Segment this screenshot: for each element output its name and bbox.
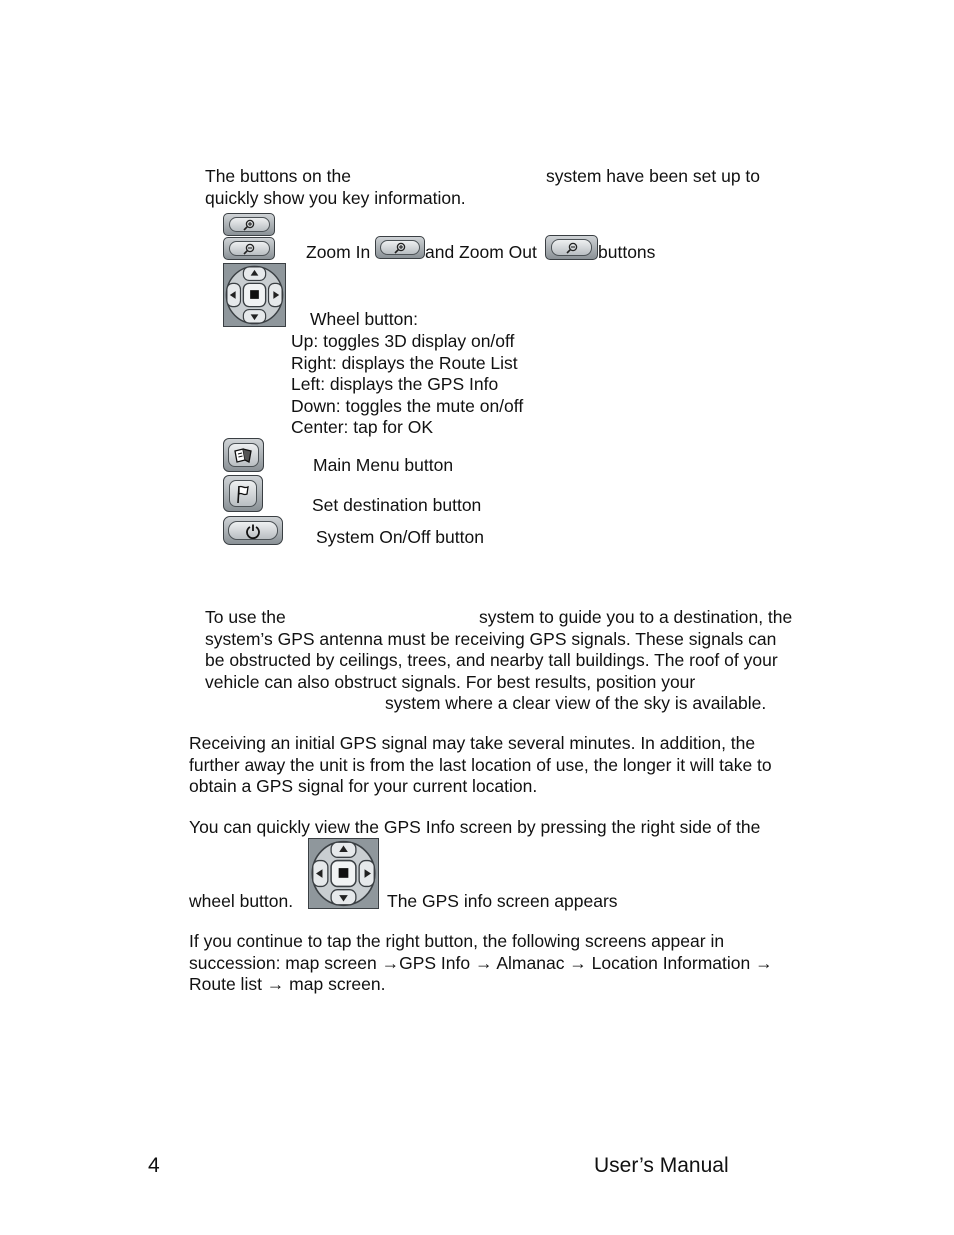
wheel-button-title: Wheel button: <box>310 309 418 329</box>
quick-view-line-1: You can quickly view the GPS Info screen by pressing the right side of the <box>189 817 761 837</box>
wheel-center-line: Center: tap for OK <box>291 417 434 437</box>
succession-line: Route list → map screen. <box>189 974 386 994</box>
succession-paragraph <box>189 931 773 996</box>
zoom-in-label: Zoom In <box>306 242 371 262</box>
wheel-button-icon <box>223 263 286 327</box>
main-menu-label: Main Menu button <box>313 455 454 475</box>
succession-line: If you continue to tap the right button, the following screens appear in <box>189 931 725 951</box>
succession-line: succession: map screen →GPS Info → Almanac → Location Information → <box>189 952 773 973</box>
quick-view-line-2-start: wheel button. <box>189 891 294 911</box>
intro-line-2: quickly show you key information. <box>205 188 466 208</box>
quick-view-line-2-end: The GPS info screen appears <box>387 891 618 911</box>
power-label: System On/Off button <box>316 527 484 547</box>
gps-para-line-5: system where a clear view of the sky is available. <box>385 693 767 713</box>
manual-title: User’s Manual <box>594 1154 729 1177</box>
gps-para-line-4: vehicle can also obstruct signals. For best results, position your <box>205 672 696 692</box>
power-button-graphic <box>223 516 283 545</box>
zoom-out-inline-graphic <box>545 235 598 260</box>
zoom-in-icon <box>229 217 270 232</box>
wheel-left-line: Left: displays the GPS Info <box>291 374 499 394</box>
gps-para-line-3: be obstructed by ceilings, trees, and nearby tall buildings. The roof of your <box>205 650 778 670</box>
wheel-button-description <box>291 331 523 439</box>
zoom-buttons-suffix: buttons <box>598 242 656 262</box>
set-destination-button-graphic <box>223 475 263 512</box>
wheel-button-icon <box>308 838 379 909</box>
flag-icon <box>229 480 258 507</box>
page-number: 4 <box>148 1154 160 1177</box>
zoom-in-button-graphic <box>223 213 275 236</box>
gps-para-line-2: system’s GPS antenna must be receiving GPS signals. These signals can <box>205 629 777 649</box>
zoom-in-icon <box>380 240 419 255</box>
set-destination-label: Set destination button <box>312 495 482 515</box>
book-icon <box>228 443 258 466</box>
zoom-out-icon <box>551 239 593 255</box>
wheel-up-line: Up: toggles 3D display on/off <box>291 331 515 351</box>
zoom-out-icon <box>229 241 270 256</box>
zoom-out-label: and Zoom Out <box>425 242 537 262</box>
intro-line-1-start: The buttons on the <box>205 166 351 186</box>
power-icon <box>228 521 278 540</box>
gps-para-line-1-end: system to guide you to a destination, the <box>479 607 793 627</box>
receiving-line: further away the unit is from the last location of use, the longer it will take to <box>189 754 772 775</box>
wheel-right-line: Right: displays the Route List <box>291 352 518 373</box>
zoom-in-inline-graphic <box>375 236 425 259</box>
receiving-paragraph <box>189 733 772 798</box>
intro-line-1-end: system have been set up to <box>546 166 761 186</box>
wheel-down-line: Down: toggles the mute on/off <box>291 395 524 416</box>
zoom-out-button-graphic <box>223 237 275 260</box>
receiving-line: obtain a GPS signal for your current location. <box>189 776 538 796</box>
gps-para-line-1-start: To use the <box>205 607 286 627</box>
main-menu-button-graphic <box>223 438 264 472</box>
receiving-line: Receiving an initial GPS signal may take several minutes. In addition, the <box>189 733 756 753</box>
